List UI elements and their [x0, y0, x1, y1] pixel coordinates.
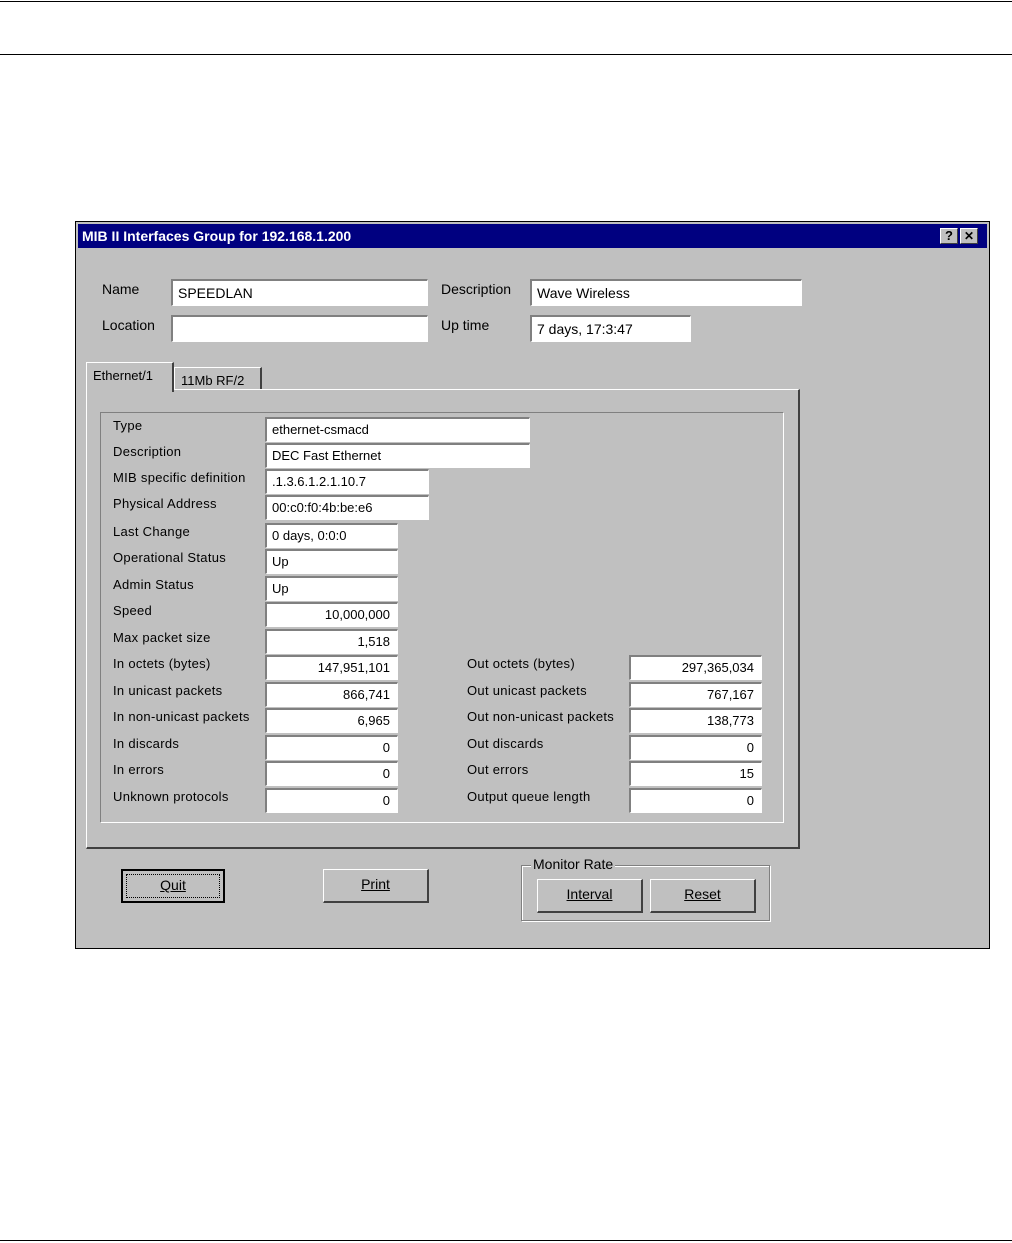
- quit-button[interactable]: Quit: [121, 869, 225, 903]
- left-label-2: MIB specific definition: [113, 470, 246, 485]
- uptime-label: Up time: [441, 317, 490, 333]
- left-label-6: Admin Status: [113, 577, 194, 592]
- left-label-10: In unicast packets: [113, 683, 223, 698]
- description-field[interactable]: Wave Wireless: [530, 279, 802, 306]
- monitor-rate-group: [521, 856, 770, 921]
- right-value-field-4[interactable]: 15: [629, 761, 762, 786]
- left-label-5: Operational Status: [113, 550, 227, 565]
- monitor-rate-label: Monitor Rate: [533, 856, 614, 872]
- left-label-13: In errors: [113, 762, 165, 777]
- left-value-field-0[interactable]: ethernet-csmacd: [265, 417, 530, 442]
- left-label-14: Unknown protocols: [113, 789, 229, 804]
- left-label-9: In octets (bytes): [113, 656, 211, 671]
- description-label: Description: [441, 281, 512, 297]
- help-button[interactable]: ?: [940, 228, 958, 244]
- name-label: Name: [102, 281, 140, 297]
- right-value-field-1[interactable]: 767,167: [629, 682, 762, 707]
- left-value-field-10[interactable]: 866,741: [265, 682, 398, 707]
- right-label-2: Out non-unicast packets: [467, 709, 615, 724]
- left-label-3: Physical Address: [113, 496, 217, 511]
- left-value-field-3[interactable]: 00:c0:f0:4b:be:e6: [265, 495, 429, 520]
- left-label-12: In discards: [113, 736, 180, 751]
- page-top-rule: [0, 1, 1012, 2]
- left-value-field-11[interactable]: 6,965: [265, 708, 398, 733]
- left-value-field-4[interactable]: 0 days, 0:0:0: [265, 523, 398, 548]
- left-label-11: In non-unicast packets: [113, 709, 250, 724]
- right-label-3: Out discards: [467, 736, 544, 751]
- interface-details-group: [100, 412, 784, 823]
- right-value-field-2[interactable]: 138,773: [629, 708, 762, 733]
- interval-button[interactable]: Interval: [537, 879, 643, 913]
- left-value-field-12[interactable]: 0: [265, 735, 398, 760]
- left-value-field-9[interactable]: 147,951,101: [265, 655, 398, 680]
- uptime-field[interactable]: 7 days, 17:3:47: [530, 315, 691, 342]
- left-value-field-13[interactable]: 0: [265, 761, 398, 786]
- left-label-8: Max packet size: [113, 630, 211, 645]
- right-value-field-3[interactable]: 0: [629, 735, 762, 760]
- location-label: Location: [102, 317, 155, 333]
- left-label-0: Type: [113, 418, 143, 433]
- right-value-field-0[interactable]: 297,365,034: [629, 655, 762, 680]
- reset-button[interactable]: Reset: [650, 879, 756, 913]
- right-label-4: Out errors: [467, 762, 529, 777]
- left-value-field-2[interactable]: .1.3.6.1.2.1.10.7: [265, 469, 429, 494]
- title-bar[interactable]: [78, 224, 987, 248]
- right-label-0: Out octets (bytes): [467, 656, 575, 671]
- right-value-field-5[interactable]: 0: [629, 788, 762, 813]
- left-label-1: Description: [113, 444, 182, 459]
- left-value-field-6[interactable]: Up: [265, 576, 398, 601]
- page-bottom-rule: [0, 1240, 1012, 1241]
- tab-panel: [86, 389, 800, 849]
- left-value-field-14[interactable]: 0: [265, 788, 398, 813]
- mib-interfaces-dialog: [75, 221, 990, 949]
- left-value-field-8[interactable]: 1,518: [265, 629, 398, 654]
- tab-ethernet-1[interactable]: Ethernet/1: [86, 362, 174, 392]
- left-value-field-5[interactable]: Up: [265, 549, 398, 574]
- location-field[interactable]: [171, 315, 428, 342]
- right-label-1: Out unicast packets: [467, 683, 587, 698]
- left-label-7: Speed: [113, 603, 153, 618]
- page-header-rule: [0, 54, 1012, 55]
- window-title: MIB II Interfaces Group for 192.168.1.200: [82, 228, 352, 244]
- left-label-4: Last Change: [113, 524, 191, 539]
- print-button[interactable]: Print: [323, 869, 429, 903]
- left-value-field-7[interactable]: 10,000,000: [265, 602, 398, 627]
- right-label-5: Output queue length: [467, 789, 591, 804]
- left-value-field-1[interactable]: DEC Fast Ethernet: [265, 443, 530, 468]
- name-field[interactable]: SPEEDLAN: [171, 279, 428, 306]
- close-button[interactable]: ✕: [960, 228, 978, 244]
- tab-11mb-rf-2[interactable]: 11Mb RF/2: [174, 367, 262, 390]
